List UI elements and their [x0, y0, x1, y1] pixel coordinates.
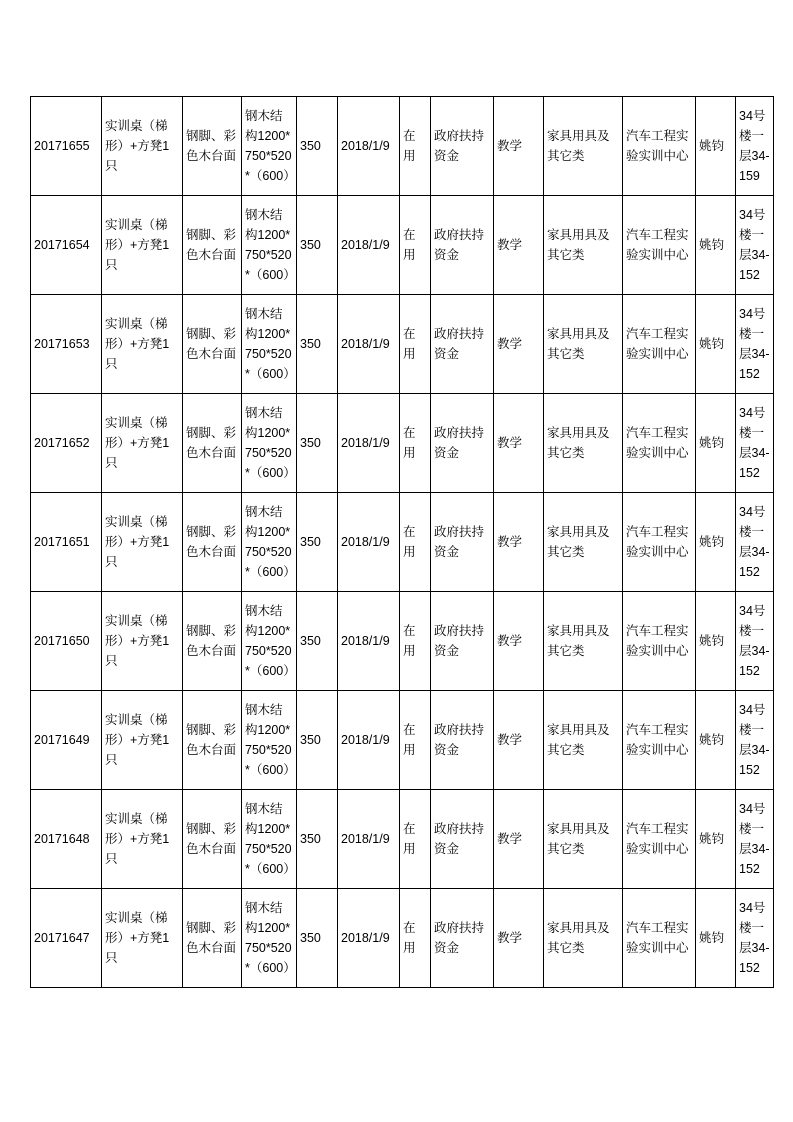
table-row [31, 97, 774, 196]
usage-cell: 教学 [494, 592, 544, 691]
spec-cell: 钢木结构1200*750*520*（600） [242, 790, 297, 889]
spec-cell: 钢木结构1200*750*520*（600） [242, 394, 297, 493]
location-cell: 34号楼一层34-152 [736, 394, 774, 493]
asset-id-cell: 20171650 [31, 592, 102, 691]
asset-id-cell: 20171655 [31, 97, 102, 196]
department-cell: 汽车工程实验实训中心 [623, 493, 696, 592]
date-cell: 2018/1/9 [338, 295, 400, 394]
location-cell: 34号楼一层34-152 [736, 790, 774, 889]
department-cell: 汽车工程实验实训中心 [623, 295, 696, 394]
asset-name-cell: 实训桌（梯形）+方凳1只 [102, 394, 183, 493]
custodian-cell: 姚钧 [696, 691, 736, 790]
asset-id-cell: 20171651 [31, 493, 102, 592]
usage-cell: 教学 [494, 97, 544, 196]
usage-cell: 教学 [494, 196, 544, 295]
status-cell: 在用 [400, 295, 431, 394]
category-cell: 家具用具及其它类 [544, 394, 623, 493]
date-cell: 2018/1/9 [338, 196, 400, 295]
status-cell: 在用 [400, 790, 431, 889]
price-cell: 350 [297, 592, 338, 691]
funding-cell: 政府扶持资金 [431, 889, 494, 988]
asset-id-cell: 20171652 [31, 394, 102, 493]
date-cell: 2018/1/9 [338, 394, 400, 493]
spec-cell: 钢木结构1200*750*520*（600） [242, 592, 297, 691]
category-cell: 家具用具及其它类 [544, 97, 623, 196]
material-cell: 钢脚、彩色木台面 [183, 592, 242, 691]
asset-id-cell: 20171654 [31, 196, 102, 295]
price-cell: 350 [297, 295, 338, 394]
asset-id-cell: 20171649 [31, 691, 102, 790]
category-cell: 家具用具及其它类 [544, 790, 623, 889]
department-cell: 汽车工程实验实训中心 [623, 196, 696, 295]
date-cell: 2018/1/9 [338, 592, 400, 691]
date-cell: 2018/1/9 [338, 97, 400, 196]
status-cell: 在用 [400, 196, 431, 295]
category-cell: 家具用具及其它类 [544, 592, 623, 691]
date-cell: 2018/1/9 [338, 493, 400, 592]
department-cell: 汽车工程实验实训中心 [623, 889, 696, 988]
custodian-cell: 姚钧 [696, 295, 736, 394]
material-cell: 钢脚、彩色木台面 [183, 295, 242, 394]
asset-table-body [31, 97, 774, 988]
table-row [31, 691, 774, 790]
material-cell: 钢脚、彩色木台面 [183, 97, 242, 196]
asset-name-cell: 实训桌（梯形）+方凳1只 [102, 592, 183, 691]
date-cell: 2018/1/9 [338, 691, 400, 790]
custodian-cell: 姚钧 [696, 493, 736, 592]
custodian-cell: 姚钧 [696, 889, 736, 988]
category-cell: 家具用具及其它类 [544, 493, 623, 592]
material-cell: 钢脚、彩色木台面 [183, 394, 242, 493]
asset-name-cell: 实训桌（梯形）+方凳1只 [102, 691, 183, 790]
asset-id-cell: 20171647 [31, 889, 102, 988]
spec-cell: 钢木结构1200*750*520*（600） [242, 196, 297, 295]
table-row [31, 196, 774, 295]
status-cell: 在用 [400, 97, 431, 196]
category-cell: 家具用具及其它类 [544, 691, 623, 790]
usage-cell: 教学 [494, 295, 544, 394]
material-cell: 钢脚、彩色木台面 [183, 493, 242, 592]
date-cell: 2018/1/9 [338, 889, 400, 988]
location-cell: 34号楼一层34-152 [736, 196, 774, 295]
funding-cell: 政府扶持资金 [431, 493, 494, 592]
location-cell: 34号楼一层34-152 [736, 493, 774, 592]
funding-cell: 政府扶持资金 [431, 295, 494, 394]
spec-cell: 钢木结构1200*750*520*（600） [242, 295, 297, 394]
status-cell: 在用 [400, 691, 431, 790]
funding-cell: 政府扶持资金 [431, 394, 494, 493]
location-cell: 34号楼一层34-152 [736, 691, 774, 790]
usage-cell: 教学 [494, 691, 544, 790]
location-cell: 34号楼一层34-152 [736, 889, 774, 988]
price-cell: 350 [297, 97, 338, 196]
custodian-cell: 姚钧 [696, 394, 736, 493]
category-cell: 家具用具及其它类 [544, 295, 623, 394]
usage-cell: 教学 [494, 394, 544, 493]
table-row [31, 592, 774, 691]
status-cell: 在用 [400, 592, 431, 691]
spec-cell: 钢木结构1200*750*520*（600） [242, 691, 297, 790]
status-cell: 在用 [400, 394, 431, 493]
asset-name-cell: 实训桌（梯形）+方凳1只 [102, 196, 183, 295]
location-cell: 34号楼一层34-152 [736, 295, 774, 394]
custodian-cell: 姚钧 [696, 196, 736, 295]
spec-cell: 钢木结构1200*750*520*（600） [242, 889, 297, 988]
category-cell: 家具用具及其它类 [544, 196, 623, 295]
asset-name-cell: 实训桌（梯形）+方凳1只 [102, 97, 183, 196]
department-cell: 汽车工程实验实训中心 [623, 97, 696, 196]
price-cell: 350 [297, 394, 338, 493]
material-cell: 钢脚、彩色木台面 [183, 196, 242, 295]
table-row [31, 295, 774, 394]
department-cell: 汽车工程实验实训中心 [623, 592, 696, 691]
category-cell: 家具用具及其它类 [544, 889, 623, 988]
table-row [31, 394, 774, 493]
custodian-cell: 姚钧 [696, 592, 736, 691]
price-cell: 350 [297, 889, 338, 988]
material-cell: 钢脚、彩色木台面 [183, 889, 242, 988]
custodian-cell: 姚钧 [696, 97, 736, 196]
usage-cell: 教学 [494, 889, 544, 988]
usage-cell: 教学 [494, 493, 544, 592]
custodian-cell: 姚钧 [696, 790, 736, 889]
asset-name-cell: 实训桌（梯形）+方凳1只 [102, 889, 183, 988]
spec-cell: 钢木结构1200*750*520*（600） [242, 493, 297, 592]
material-cell: 钢脚、彩色木台面 [183, 790, 242, 889]
location-cell: 34号楼一层34-159 [736, 97, 774, 196]
funding-cell: 政府扶持资金 [431, 592, 494, 691]
funding-cell: 政府扶持资金 [431, 196, 494, 295]
date-cell: 2018/1/9 [338, 790, 400, 889]
department-cell: 汽车工程实验实训中心 [623, 691, 696, 790]
usage-cell: 教学 [494, 790, 544, 889]
funding-cell: 政府扶持资金 [431, 97, 494, 196]
asset-name-cell: 实训桌（梯形）+方凳1只 [102, 790, 183, 889]
table-row [31, 493, 774, 592]
table-row [31, 790, 774, 889]
asset-table [30, 96, 774, 988]
spec-cell: 钢木结构1200*750*520*（600） [242, 97, 297, 196]
status-cell: 在用 [400, 889, 431, 988]
price-cell: 350 [297, 196, 338, 295]
asset-name-cell: 实训桌（梯形）+方凳1只 [102, 295, 183, 394]
asset-id-cell: 20171648 [31, 790, 102, 889]
funding-cell: 政府扶持资金 [431, 691, 494, 790]
status-cell: 在用 [400, 493, 431, 592]
price-cell: 350 [297, 790, 338, 889]
table-row [31, 889, 774, 988]
location-cell: 34号楼一层34-152 [736, 592, 774, 691]
department-cell: 汽车工程实验实训中心 [623, 790, 696, 889]
funding-cell: 政府扶持资金 [431, 790, 494, 889]
department-cell: 汽车工程实验实训中心 [623, 394, 696, 493]
asset-id-cell: 20171653 [31, 295, 102, 394]
asset-name-cell: 实训桌（梯形）+方凳1只 [102, 493, 183, 592]
price-cell: 350 [297, 691, 338, 790]
price-cell: 350 [297, 493, 338, 592]
material-cell: 钢脚、彩色木台面 [183, 691, 242, 790]
